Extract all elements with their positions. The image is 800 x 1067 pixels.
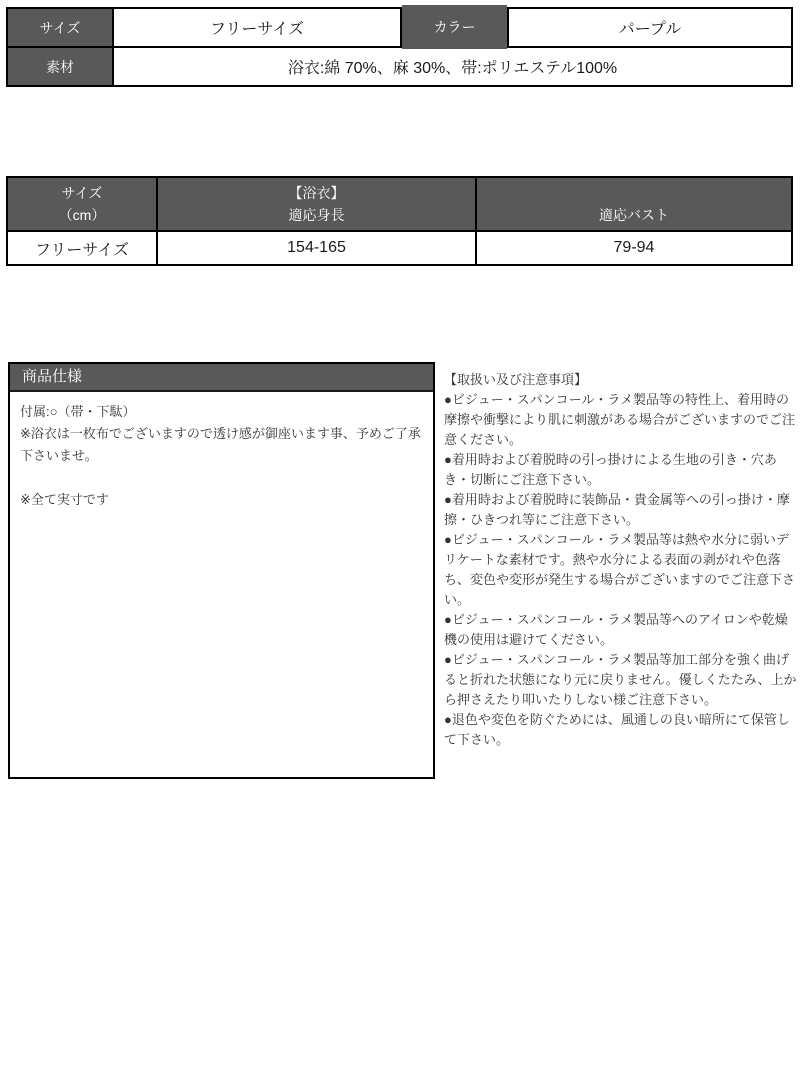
color-label-cell xyxy=(401,8,508,47)
care-note-item: ●着用時および着脱時の引っ掛けによる生地の引き・穴あき・切断にご注意下さい。 xyxy=(444,452,777,487)
product-spec-title-bar xyxy=(10,364,433,392)
spec-line-blank xyxy=(20,467,423,489)
size-label-cell: サイズ xyxy=(7,8,113,47)
care-note-item: ●ビジュー・スパンコール・ラメ製品等へのアイロンや乾燥機の使用は避けてください。 xyxy=(444,612,788,647)
material-label-cell: 素材 xyxy=(7,47,113,86)
height-header-line2: 適応身長 xyxy=(288,207,345,223)
size-header-line1: サイズ xyxy=(61,185,103,201)
measurement-size-value: フリーサイズ xyxy=(7,231,157,265)
spec-table-row-size-color xyxy=(7,8,792,47)
measurement-bust-value: 79-94 xyxy=(476,231,792,265)
measurement-header-size xyxy=(7,177,157,231)
height-header-line1: 【浴衣】 xyxy=(288,185,345,201)
care-notes-title: 【取扱い及び注意事項】 xyxy=(444,372,588,387)
care-notes xyxy=(444,370,798,750)
measurement-header-bust xyxy=(476,177,792,231)
measurement-height-value: 154-165 xyxy=(157,231,476,265)
bust-header-line1 xyxy=(481,182,787,204)
care-note-item: ●ビジュー・スパンコール・ラメ製品等加工部分を強く曲げると折れた状態になり元に戻りません。優しくたたみ、上から押さえたり叩いたりしない様ご注意下さい。 xyxy=(444,652,797,707)
spec-line-accessories: 付属:○（帯・下駄） xyxy=(20,404,136,419)
bust-header-line2: 適応バスト xyxy=(599,207,669,223)
care-note-item: ●ビジュー・スパンコール・ラメ製品等は熱や水分に弱いデリケートな素材です。熱や水分による表面の剥がれや色落ち、変色や変形が発生する場合がございますのでご注意下さい。 xyxy=(444,532,796,607)
care-note-item: ●着用時および着脱時に装飾品・貴金属等への引っ掛け・摩擦・ひきつれ等にご注意下さい。 xyxy=(444,492,790,527)
care-note-item: ●ビジュー・スパンコール・ラメ製品等の特性上、着用時の摩擦や衝撃により肌に刺激がある場合がございますのでご注意ください。 xyxy=(444,392,796,447)
size-value-cell: フリーサイズ xyxy=(113,8,401,47)
product-spec-box xyxy=(8,362,435,779)
measurement-data-row xyxy=(7,231,792,265)
care-note-item: ●退色や変色を防ぐためには、風通しの良い暗所にて保管して下さい。 xyxy=(444,712,790,747)
spec-line-sheerness: ※浴衣は一枚布でございますので透け感が御座います事、予めご了承下さいませ。 xyxy=(20,426,421,463)
measurement-table xyxy=(6,176,793,266)
measurement-header-row xyxy=(7,177,792,231)
spec-table xyxy=(6,7,793,87)
color-value-cell: パープル xyxy=(508,8,792,47)
product-spec-title: 商品仕様 xyxy=(22,368,83,385)
color-label-text: カラー xyxy=(402,5,507,49)
measurement-header-height xyxy=(157,177,476,231)
spec-line-actual-size: ※全て実寸です xyxy=(20,492,109,507)
product-spec-body xyxy=(10,392,433,520)
size-header-line2: （cm） xyxy=(58,207,106,223)
material-value-cell: 浴衣:綿 70%、麻 30%、帯:ポリエステル100% xyxy=(113,47,792,86)
spec-table-row-material xyxy=(7,47,792,86)
